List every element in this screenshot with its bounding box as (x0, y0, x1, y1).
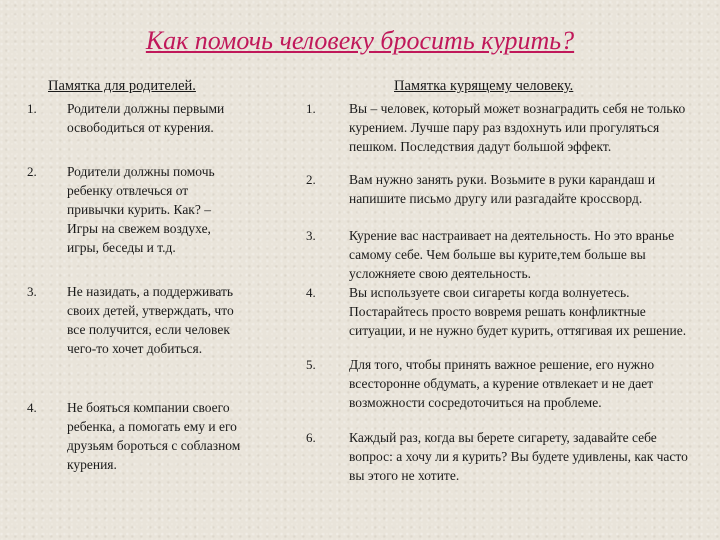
list-item-text: Не бояться компании своего ребенка, а помогать ему и его друзьям бороться с соблазном курения. (67, 400, 241, 472)
list-item-number: 1. (27, 101, 37, 116)
list-item-text: Вы – человек, который может вознаградить себя не только курением. Лучше пару раз вздохнуть или прогуляться пешком. Последствия дадут большой эффект. (349, 101, 686, 154)
list-item-number: 5. (306, 357, 316, 372)
list-item-text: Курение вас настраивает на деятельность. Но это вранье самому себе. Чем больше вы курите,тем больше вы усложняете свою деятельность. (349, 228, 675, 281)
list-item-number: 1. (306, 101, 316, 116)
list-item-number: 4. (27, 400, 37, 415)
list-item-text: Для того, чтобы принять важное решение, его нужно всесторонне обдумать, а курение отвлекает и не дает возможности сосредоточиться на проблеме. (349, 357, 655, 410)
list-item-number: 2. (306, 172, 316, 187)
list-item-number: 6. (306, 430, 316, 445)
list-item-text: Родители должны первыми освободиться от курения. (67, 101, 225, 135)
page-title: Как помочь человеку бросить курить? (145, 26, 575, 55)
parents-memo-heading: Памятка для родителей. (48, 78, 196, 94)
list-item-number: 4. (306, 285, 316, 300)
list-item-text: Родители должны помочь ребенку отвлечься от привычки курить. Как? – Игры на свежем воздухе, игры, беседы и т.д. (67, 164, 215, 255)
smoker-memo-heading: Памятка курящему человеку. (394, 78, 574, 94)
list-item-number: 2. (27, 164, 37, 179)
list-item-text: Вам нужно занять руки. Возьмите в руки карандаш и напишите письмо другу или разгадайте кроссворд. (349, 172, 656, 206)
list-item-number: 3. (27, 284, 37, 299)
list-item-text: Вы используете свои сигареты когда волнуетесь. Постарайтесь просто вовремя решать конфликтные ситуации, и не нужно будет курить, оттягивая их решение. (349, 285, 687, 338)
list-item-text: Не назидать, а поддерживать своих детей, утверждать, что все получится, если человек чего-то хочет добиться. (67, 284, 234, 356)
list-item-number: 3. (306, 228, 316, 243)
list-item-text: Каждый раз, когда вы берете сигарету, задавайте себе вопрос: а хочу ли я курить? Вы будете удивлены, как часто вы этого не хотите. (349, 430, 688, 483)
